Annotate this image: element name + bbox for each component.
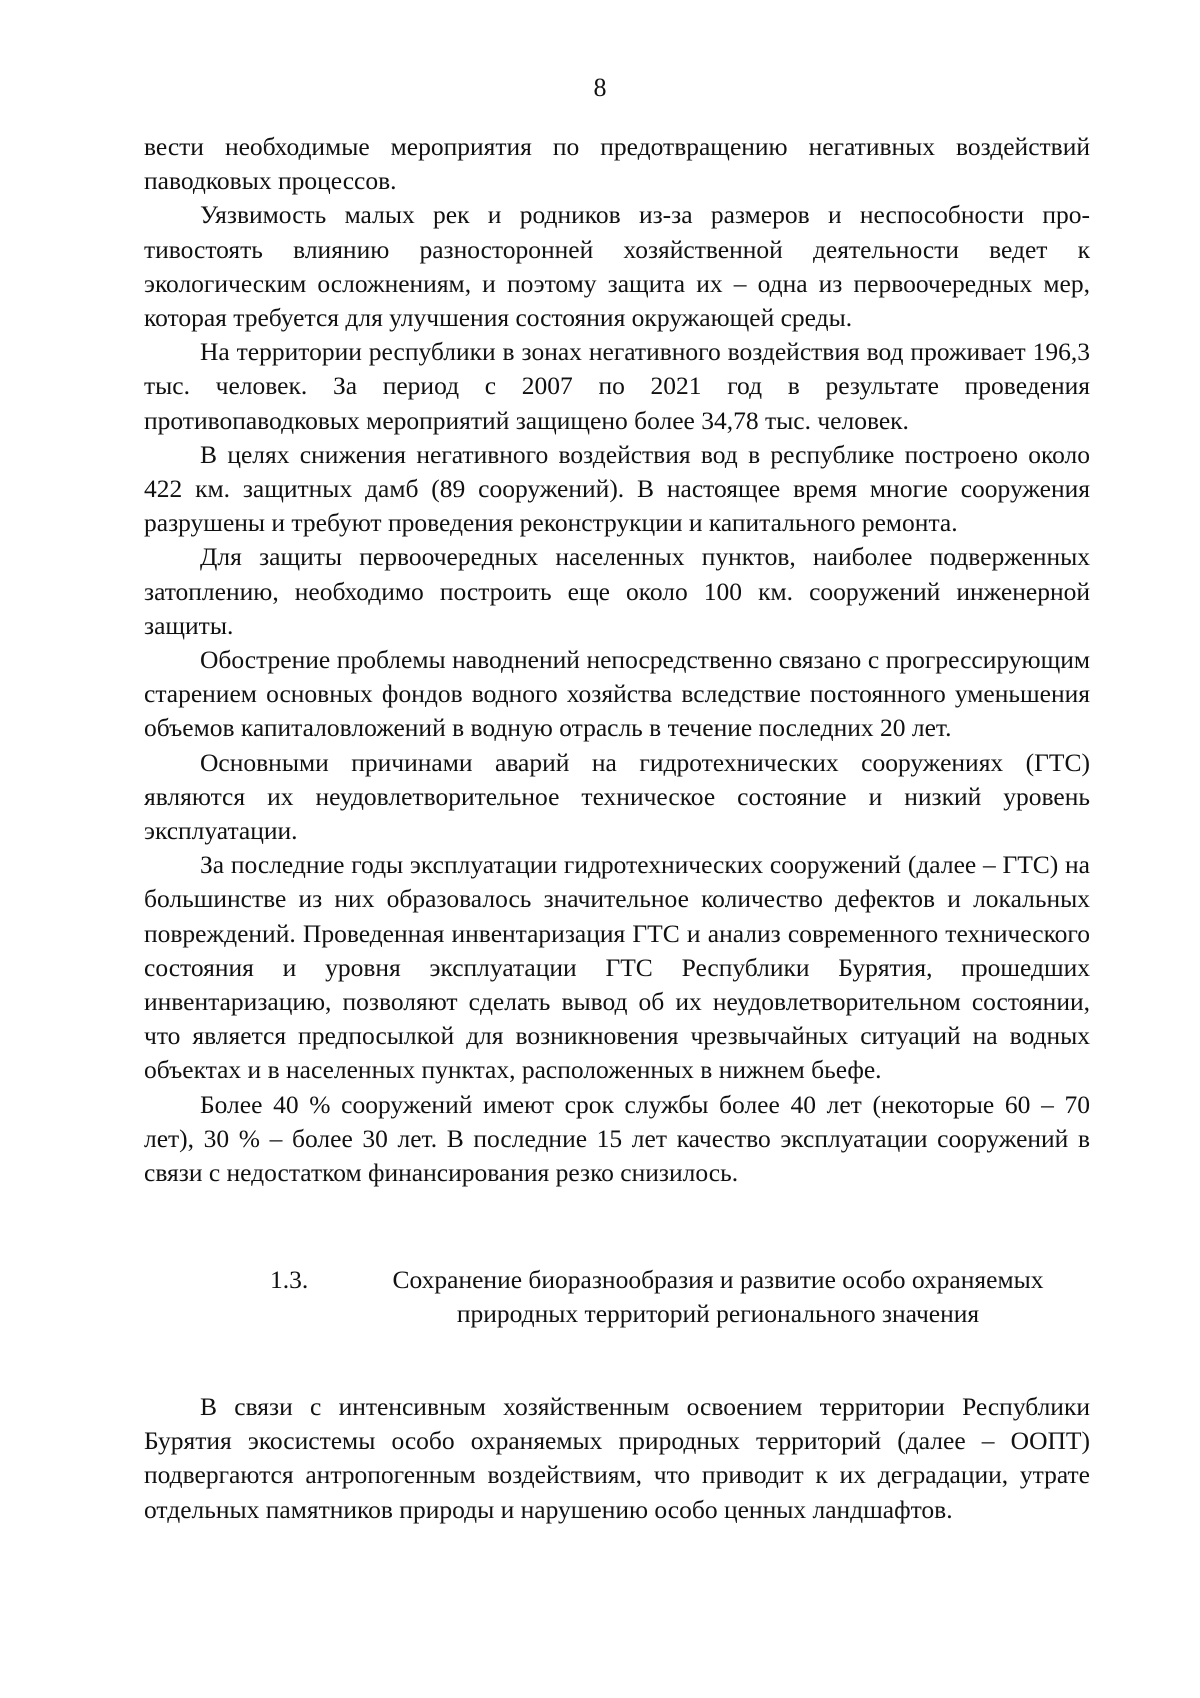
paragraph-protection: Для защиты первоочередных населенных пунктов, наиболее подверженных затоплению, необходимо построить еще около 100 км. сооружений инженерной защиты. <box>144 542 1090 640</box>
paragraph-oopt: В связи с интенсивным хозяйственным освоением территории Республики Бурятия экосистемы особо охраняемых природных территорий (далее – ООПТ) подвергаются антропогенным воздействиям, что приводит к их деградации, утрате отдельных памятников природы и нарушению особо ценных ландшафтов. <box>144 1392 1090 1524</box>
paragraph-flood-problem: Обострение проблемы наводнений непосредственно связано с прогрессирующим старением основных фондов водного хозяйства вследствие постоянного уменьшения объемов капиталовложений в водную отрасль в течение последних 20 лет. <box>144 645 1090 743</box>
page-number: 8 <box>593 73 607 102</box>
section-body-text <box>144 1390 1090 1527</box>
paragraph-small-rivers: Уязвимость малых рек и родников из-за размеров и неспособности противостоять влиянию разносторонней хозяйственной деятельности ведет к экологическим осложнениям, и поэтому защита их – одна из первоочередных мер, которая требуется для улучшения состояния окружающей среды. <box>144 200 1090 333</box>
section-heading <box>270 1263 1090 1331</box>
paragraph-dams: В целях снижения негативного воздействия вод в республике построено около 422 км. защитных дамб (89 сооружений). В настоящее время многие сооружения разрушены и требуют проведения реконструкции и капитального ремонта. <box>144 439 1090 538</box>
paragraph-accident-causes: Основными причинами аварий на гидротехнических сооружениях (ГТС) являются их неудовлетворительное техническое состояние и низкий уровень эксплуатации. <box>144 747 1090 846</box>
section-title-line-2: природных территорий регионального значения <box>456 1299 980 1328</box>
section-title <box>346 1263 1090 1331</box>
body-text <box>144 130 1090 1190</box>
paragraph-service-life: Более 40 % сооружений имеют срок службы более 40 лет (некоторые 60 – 70 лет), 30 % – более 30 лет. В последние 15 лет качество эксплуатации сооружений в связи с недостатком финансирования резко снизилось. <box>144 1089 1090 1188</box>
paragraph-population: На территории республики в зонах негативного воздействия вод проживает 196,3 тыс. человек. За период с 2007 по 2021 год в результате проведения противопаводковых мероприятий защищено более 34,78 тыс. человек. <box>144 337 1090 435</box>
paragraph-continuation: вести необходимые мероприятия по предотвращению негативных воздействий паводковых процессов. <box>144 132 1090 196</box>
section-title-line-1: Сохранение биоразнообразия и развитие особо охраняемых <box>392 1265 1044 1294</box>
section-number: 1.3. <box>270 1265 309 1294</box>
paragraph-gts-inventory: За последние годы эксплуатации гидротехнических сооружений (далее – ГТС) на большинстве из них образовалось значительное количество дефектов и локальных повреждений. Проведенная инвентаризация ГТС и анализ современного технического состояния и уровня эксплуатации ГТС Республики Бурятия, прошедших инвентаризацию, позволяют сделать вывод об их неудовлетворительном состоянии, что является предпосылкой для возникновения чрезвычайных ситуаций на водных объектах и в населенных пунктах, расположенных в нижнем бьефе. <box>144 850 1090 1085</box>
